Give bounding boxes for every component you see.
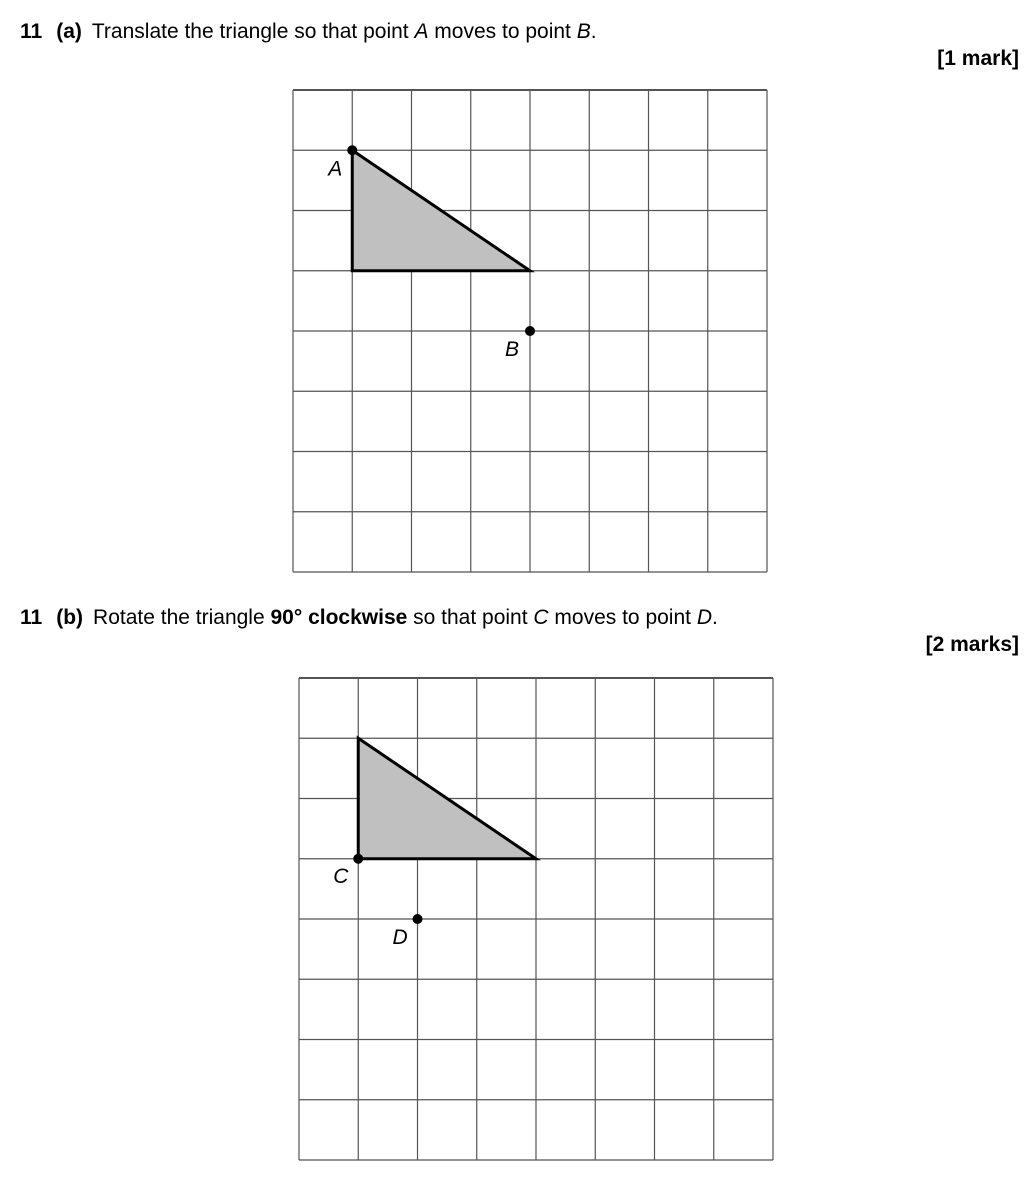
question-text: Rotate the triangle — [93, 606, 271, 629]
point-c-dot — [353, 854, 363, 864]
question-text: Translate the triangle so that point — [91, 20, 415, 43]
point-a-label: A — [328, 157, 343, 181]
question-number: 11 — [20, 20, 43, 43]
question-text: . — [590, 20, 597, 43]
point-c-label: C — [333, 864, 349, 888]
grid-a[interactable] — [292, 89, 768, 573]
question-emphasis: 90° clockwise — [270, 606, 408, 629]
question-11b — [20, 606, 718, 630]
marks-label: [1 mark] — [937, 47, 1019, 70]
marks-label: [2 marks] — [925, 633, 1019, 656]
point-b-label: B — [505, 338, 520, 361]
grid-b[interactable] — [298, 677, 774, 1161]
question-text: so that point — [407, 606, 534, 629]
point-a-dot — [347, 145, 357, 155]
grid-a-svg[interactable] — [292, 89, 768, 573]
point-name: C — [533, 606, 549, 629]
question-text: moves to point — [548, 606, 697, 629]
question-part: (b) — [56, 606, 84, 629]
question-text: moves to point — [428, 20, 577, 43]
point-name: B — [576, 20, 591, 43]
point-d-label: D — [392, 926, 408, 949]
point-d-dot — [413, 914, 423, 924]
question-text: . — [712, 606, 718, 629]
question-part: (a) — [56, 20, 82, 43]
point-name: D — [696, 606, 712, 629]
point-b-dot — [525, 326, 535, 336]
question-11a — [20, 20, 597, 44]
point-name: A — [414, 20, 429, 43]
grid-b-svg[interactable] — [298, 677, 774, 1161]
question-number: 11 — [20, 606, 43, 629]
